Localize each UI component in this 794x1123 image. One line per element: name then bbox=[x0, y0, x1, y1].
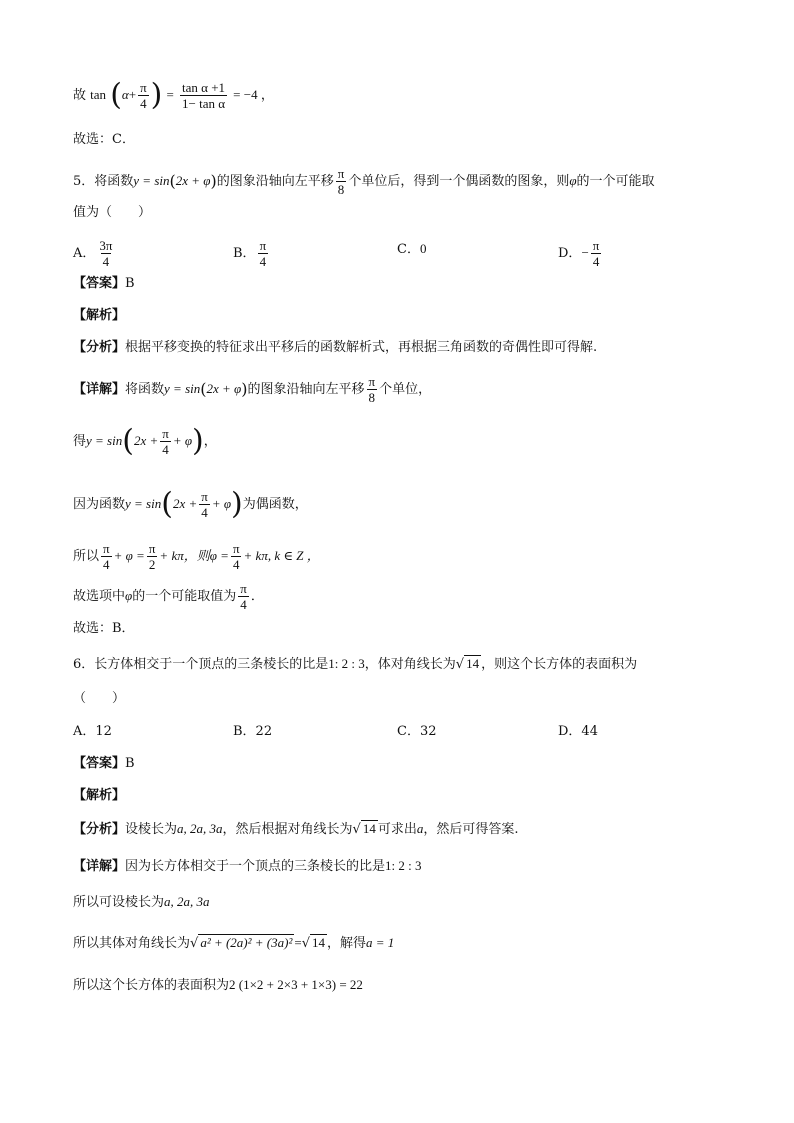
text: 的图象沿轴向左平移 bbox=[216, 174, 334, 189]
den: 8 bbox=[368, 390, 376, 405]
den: 4 bbox=[240, 597, 247, 612]
paren: ( bbox=[200, 379, 207, 399]
num: π bbox=[140, 80, 147, 95]
math: φ bbox=[569, 173, 577, 188]
math: + kπ，则 bbox=[159, 548, 210, 563]
math: a, 2a, 3a bbox=[177, 821, 223, 836]
den: 4 bbox=[140, 96, 147, 111]
q5-gu bbox=[73, 581, 264, 612]
text: ， bbox=[203, 434, 217, 449]
text: ，然后可得答案. bbox=[423, 822, 519, 837]
num: π bbox=[232, 541, 240, 556]
tag: 【详解】 bbox=[73, 859, 126, 874]
text: 的图象沿轴向左平移 bbox=[247, 382, 365, 397]
math: + φ bbox=[211, 496, 232, 511]
math: φ = bbox=[209, 548, 229, 563]
math: a bbox=[416, 821, 424, 836]
paren: ) bbox=[231, 486, 243, 522]
sign: − bbox=[581, 245, 589, 260]
text: 因为长方体相交于一个顶点的三条棱长的比是 bbox=[125, 859, 386, 874]
label: B． bbox=[233, 246, 256, 261]
radicand: 14 bbox=[312, 935, 326, 950]
num: π bbox=[148, 541, 156, 556]
num: π bbox=[201, 489, 208, 504]
text: 5．将函数 bbox=[73, 174, 134, 189]
math: y = sin bbox=[86, 433, 123, 448]
math: 2 (1×2 + 2×3 + 1×3) = 22 bbox=[229, 977, 363, 992]
paren: ( bbox=[161, 486, 173, 522]
text: 6．长方体相交于一个顶点的三条棱长的比是 bbox=[73, 657, 329, 672]
radicand: a² + (2a)² + (3a)² bbox=[200, 935, 293, 950]
fraction bbox=[138, 80, 149, 111]
text: 所以这个长方体的表面积为 bbox=[73, 978, 230, 993]
q6-fenxi bbox=[73, 820, 519, 839]
paren: ) bbox=[210, 171, 217, 191]
den: 4 bbox=[259, 254, 267, 269]
q5-final: 故选：B． bbox=[73, 621, 135, 636]
fraction bbox=[180, 80, 227, 111]
text: 的一个可能取 bbox=[576, 174, 655, 189]
text: 的一个可能取值为 bbox=[132, 589, 237, 604]
text: ． bbox=[250, 589, 264, 604]
q6-answer bbox=[73, 755, 135, 773]
radicand: 14 bbox=[362, 821, 376, 836]
label: C． bbox=[397, 242, 420, 257]
den: 2 bbox=[148, 557, 156, 572]
q6-line3 bbox=[73, 934, 394, 953]
fraction bbox=[101, 541, 112, 572]
paren: ( bbox=[169, 171, 176, 191]
fraction bbox=[231, 541, 242, 572]
eq: = bbox=[166, 87, 174, 102]
q5-answer bbox=[73, 275, 135, 293]
tag: 【详解】 bbox=[73, 382, 126, 397]
math: + φ = bbox=[113, 548, 145, 563]
fraction bbox=[367, 374, 378, 405]
q5-option-d bbox=[558, 238, 603, 269]
den: 8 bbox=[337, 182, 345, 197]
den: 4 bbox=[162, 442, 169, 457]
num: tan α +1 bbox=[182, 80, 226, 95]
num: π bbox=[337, 166, 345, 181]
text: 得 bbox=[73, 434, 87, 449]
q6-option-c: C．32 bbox=[397, 724, 437, 739]
choose-c: 故选：C． bbox=[73, 132, 135, 147]
text: ，然后根据对角线长为 bbox=[222, 822, 353, 837]
paren: ( bbox=[122, 423, 134, 459]
alpha: α bbox=[121, 87, 129, 102]
q6-line4 bbox=[73, 976, 363, 995]
tag: 【分析】 bbox=[73, 340, 126, 355]
text: 根据平移变换的特征求出平移后的函数解析式，再根据三角函数的奇偶性即可得解. bbox=[125, 340, 598, 355]
math-fn: tan bbox=[90, 87, 107, 102]
math: 1: 2 : 3 bbox=[328, 656, 365, 671]
math: + kπ, k ∈ Z ， bbox=[243, 548, 320, 563]
text: ，则这个长方体的表面积为 bbox=[481, 657, 638, 672]
q5-stem bbox=[73, 166, 655, 197]
fraction bbox=[238, 581, 249, 612]
value: 0 bbox=[419, 241, 427, 256]
fraction bbox=[199, 489, 210, 520]
q5-xiangjie bbox=[73, 374, 431, 405]
text: 因为函数 bbox=[73, 497, 126, 512]
num: π bbox=[259, 238, 267, 253]
result: = −4 ， bbox=[233, 87, 274, 102]
sqrt: √ a² + (2a)² + (3a)² bbox=[190, 935, 293, 951]
label: A． bbox=[73, 246, 96, 261]
text: 所以 bbox=[73, 549, 100, 564]
num: π bbox=[240, 581, 247, 596]
plus: + bbox=[128, 87, 137, 102]
math: 2x + φ bbox=[175, 173, 211, 188]
den: 4 bbox=[201, 505, 208, 520]
math: y = sin bbox=[125, 496, 162, 511]
text: 将函数 bbox=[125, 382, 165, 397]
text: 故 bbox=[73, 88, 87, 103]
num: 3π bbox=[99, 238, 113, 253]
fraction bbox=[97, 238, 114, 269]
paren: ) bbox=[150, 77, 163, 113]
sqrt: √ 14 bbox=[301, 935, 326, 951]
paren: ) bbox=[192, 423, 204, 459]
value: B bbox=[125, 756, 135, 771]
den: 4 bbox=[232, 557, 240, 572]
math: 1: 2 : 3 bbox=[385, 858, 422, 873]
text: 个单位后，得到一个偶函数的图象，则 bbox=[348, 174, 570, 189]
sqrt: √ 14 bbox=[455, 656, 480, 672]
math: 2x + bbox=[133, 433, 159, 448]
tag: 【答案】 bbox=[73, 276, 126, 291]
paren: ) bbox=[241, 379, 248, 399]
q5-stem-2: 值为（ ） bbox=[73, 205, 152, 220]
den: 1− tan α bbox=[182, 96, 226, 111]
equation-tan-result bbox=[73, 77, 274, 113]
num: π bbox=[103, 541, 110, 556]
fraction bbox=[258, 238, 269, 269]
num: π bbox=[592, 238, 600, 253]
text: 可求出 bbox=[377, 822, 417, 837]
math: 2x + bbox=[172, 496, 198, 511]
tag: 【分析】 bbox=[73, 822, 126, 837]
text: 所以其体对角线长为 bbox=[73, 936, 191, 951]
math: a, 2a, 3a bbox=[164, 894, 210, 909]
den: 4 bbox=[102, 254, 110, 269]
text: 故选项中 bbox=[73, 589, 126, 604]
value: B bbox=[125, 276, 135, 291]
math: φ bbox=[125, 588, 133, 603]
fraction bbox=[591, 238, 602, 269]
q6-analysis-tag: 【解析】 bbox=[73, 788, 126, 803]
q6-option-d: D．44 bbox=[558, 724, 598, 739]
math: a = 1 bbox=[366, 935, 395, 950]
math: y = sin bbox=[133, 173, 170, 188]
num: π bbox=[368, 374, 376, 389]
q5-de bbox=[73, 423, 217, 459]
q5-option-b bbox=[233, 238, 270, 269]
math: y = sin bbox=[164, 381, 201, 396]
label: D． bbox=[558, 246, 582, 261]
text: 设棱长为 bbox=[125, 822, 178, 837]
math: 2x + φ bbox=[206, 381, 242, 396]
radicand: 14 bbox=[466, 656, 480, 671]
q6-line2 bbox=[73, 893, 210, 912]
q5-option-c bbox=[397, 240, 426, 259]
fraction bbox=[160, 426, 171, 457]
q5-fenxi bbox=[73, 339, 597, 357]
text: 所以可设棱长为 bbox=[73, 895, 165, 910]
den: 4 bbox=[103, 557, 110, 572]
text: 为偶函数， bbox=[242, 497, 308, 512]
q6-option-b: B．22 bbox=[233, 724, 273, 739]
q6-option-a: A．12 bbox=[73, 724, 112, 739]
q6-paren: （ ） bbox=[73, 691, 126, 706]
q6-xiangjie bbox=[73, 857, 422, 876]
sqrt: √ 14 bbox=[352, 821, 376, 837]
num: π bbox=[162, 426, 169, 441]
math: + φ bbox=[172, 433, 193, 448]
text: 个单位， bbox=[379, 382, 432, 397]
den: 4 bbox=[592, 254, 600, 269]
q5-analysis-tag: 【解析】 bbox=[73, 308, 126, 323]
q5-option-a bbox=[73, 238, 116, 269]
paren: ( bbox=[110, 77, 122, 113]
text: ，体对角线长为 bbox=[364, 657, 456, 672]
fraction bbox=[147, 541, 158, 572]
q5-suo bbox=[73, 541, 320, 572]
tag: 【答案】 bbox=[73, 756, 126, 771]
q6-stem bbox=[73, 655, 637, 674]
fraction bbox=[336, 166, 347, 197]
eq: = bbox=[294, 935, 302, 950]
q5-yin bbox=[73, 486, 308, 522]
text: ，解得 bbox=[327, 936, 367, 951]
